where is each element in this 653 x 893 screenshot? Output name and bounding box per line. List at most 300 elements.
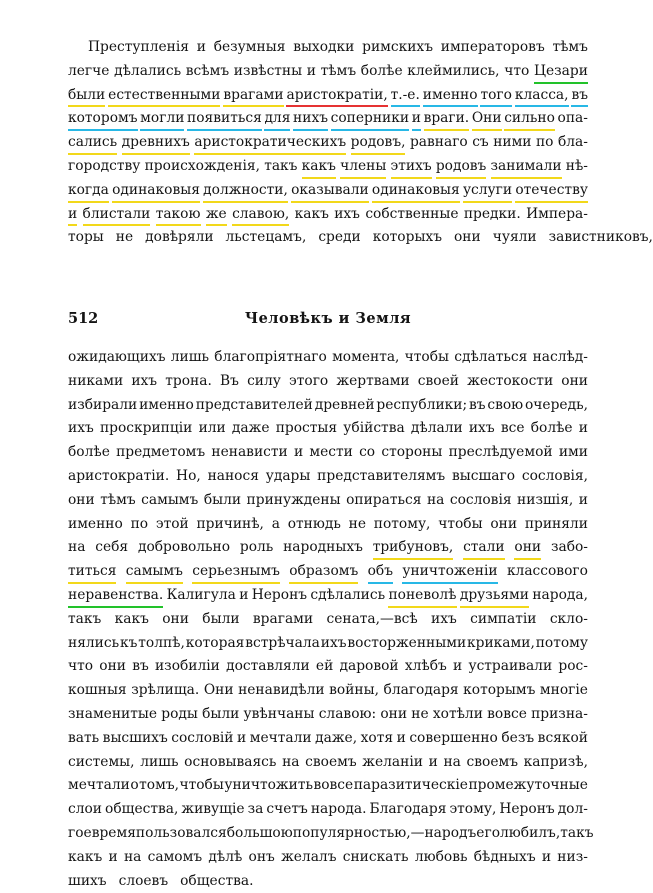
word: ненависти <box>211 444 288 461</box>
word: неравенства. <box>68 584 163 608</box>
word: такъ <box>264 157 298 174</box>
word: счетъ <box>266 801 308 818</box>
top-text-block <box>68 36 653 250</box>
word: изобиліи <box>154 658 220 675</box>
word: ихъ <box>320 634 347 651</box>
text-line <box>68 560 588 584</box>
word: этой <box>155 515 189 532</box>
word: своей <box>417 372 459 389</box>
word: высшихъ <box>102 729 168 746</box>
word: народа, <box>532 586 588 603</box>
word: ими <box>558 444 588 461</box>
word: поневолѣ <box>388 584 456 608</box>
word: восторженными <box>347 634 467 651</box>
word: славою, <box>232 203 289 227</box>
word: самымъ <box>126 560 183 584</box>
word: томъ, <box>139 777 179 794</box>
word: самомъ <box>147 848 203 865</box>
word: титься <box>68 560 116 584</box>
word: представителямъ <box>317 467 446 484</box>
word: даровой <box>339 658 399 675</box>
word: услуги <box>463 179 512 203</box>
word: чуяли <box>492 229 537 246</box>
word: приняли <box>524 515 588 532</box>
word: одинаковыя <box>112 179 200 203</box>
word: призна- <box>531 705 588 722</box>
word: сената,—всѣ <box>326 610 418 627</box>
word: бѣдныхъ <box>473 848 536 865</box>
word: вать <box>68 729 100 746</box>
word: они <box>162 610 189 627</box>
word: древнихъ <box>122 131 190 155</box>
word: которая <box>185 634 245 651</box>
word: нанося <box>207 467 259 484</box>
word: появиться <box>187 107 262 131</box>
word: Они <box>203 682 234 699</box>
word: высшаго <box>451 467 516 484</box>
word: римскихъ <box>362 39 433 55</box>
word: желаніи <box>362 753 423 770</box>
word: врагами <box>223 84 283 108</box>
page-number: 512 <box>68 310 99 327</box>
word: отечеству <box>515 179 588 203</box>
text-line <box>68 84 588 108</box>
word: ихъ <box>131 372 158 389</box>
word: уничтоженіи <box>402 560 497 584</box>
word: такъ <box>560 824 594 841</box>
word: потому <box>535 634 588 651</box>
word: какъ <box>294 205 329 222</box>
word: зрѣлища. <box>131 682 200 699</box>
word: никами <box>68 372 124 389</box>
word: многіе <box>539 682 588 699</box>
word: вовсе <box>487 705 527 722</box>
word: врагами <box>252 610 314 627</box>
word: древней <box>314 396 375 413</box>
word: болѣе <box>68 444 110 461</box>
word: слоевъ <box>118 872 169 889</box>
word: своемъ <box>305 753 357 770</box>
word: безъ <box>501 729 535 746</box>
word: скло- <box>549 610 588 627</box>
word: которымъ <box>463 682 536 699</box>
word: ненавидѣли <box>238 682 325 699</box>
running-head <box>68 306 588 332</box>
word: какъ <box>68 848 103 865</box>
word: общества. <box>180 872 254 889</box>
word: не <box>115 229 134 246</box>
word: ними <box>493 134 532 151</box>
word: любовь <box>414 848 468 865</box>
page-header-title: Человѣкъ и Земля <box>244 310 412 327</box>
word: очередь, <box>525 396 588 413</box>
word: были <box>202 610 240 627</box>
word: они <box>454 229 481 246</box>
word: должности, <box>203 179 288 203</box>
word: сословія <box>449 491 512 508</box>
word: ихъ <box>334 205 360 222</box>
word: Они <box>472 107 502 131</box>
word: образомъ <box>289 560 358 584</box>
word: наслѣд- <box>532 349 588 365</box>
word: же <box>206 203 227 227</box>
word: оказывали <box>291 179 369 203</box>
text-line <box>68 131 588 155</box>
word: промежуточные <box>468 777 588 794</box>
word: стали <box>463 536 505 560</box>
word: собственные <box>365 205 459 222</box>
word: друзьями <box>460 584 529 608</box>
word: свою <box>487 396 524 413</box>
word: дол- <box>557 801 588 818</box>
word: Цезари <box>534 60 588 84</box>
word: снискать <box>342 848 409 865</box>
word: серьезнымъ <box>192 560 280 584</box>
word: и <box>196 39 206 55</box>
word: войны, <box>329 682 379 699</box>
word: желалъ <box>281 848 337 865</box>
word: на <box>282 753 300 770</box>
word: что <box>68 658 94 675</box>
word: аристократическихъ <box>194 131 346 155</box>
word: жертвами <box>336 372 410 389</box>
word: и <box>578 491 588 508</box>
word: городству <box>68 157 141 174</box>
word: популярностью,—народъ <box>292 824 477 841</box>
word: Неронъ <box>251 586 308 603</box>
text-line <box>68 370 588 394</box>
word: и <box>428 753 438 770</box>
word: ихъ <box>68 420 94 437</box>
word: благодаря <box>383 682 459 699</box>
word: ихъ <box>431 610 457 627</box>
word: сдѣлаться <box>454 349 528 365</box>
word: могли <box>140 107 184 131</box>
word: удары <box>265 467 311 484</box>
word: льстецамъ, <box>225 229 307 246</box>
word: и <box>237 729 247 746</box>
word: принуждены <box>246 491 341 508</box>
word: хотѣли <box>432 705 483 722</box>
word: когда <box>68 179 109 203</box>
word: ожидающихъ <box>68 349 166 365</box>
text-line <box>68 36 588 60</box>
word: болѣе <box>360 62 403 79</box>
text-line <box>68 441 588 465</box>
word: были <box>203 491 242 508</box>
word: всякой <box>537 729 588 746</box>
word: о <box>130 777 139 794</box>
word: выходки <box>293 39 355 55</box>
word: даже, <box>315 729 358 746</box>
word: слои <box>68 801 102 818</box>
word: именно <box>68 515 123 532</box>
word: были <box>68 84 105 108</box>
word: классового <box>506 563 588 580</box>
word: Но, <box>176 467 201 484</box>
word: торы <box>68 229 104 246</box>
word: предметомъ <box>116 444 206 461</box>
word: славою: <box>318 705 377 722</box>
text-line <box>68 179 588 203</box>
word: дѣлались <box>114 62 182 79</box>
word: именно <box>423 84 478 108</box>
word: и <box>239 586 249 603</box>
text-line <box>68 226 653 250</box>
word: этому, <box>449 801 497 818</box>
text-line <box>68 60 588 84</box>
word: народныхъ <box>283 539 363 556</box>
word: живущіе <box>181 801 245 818</box>
word: нихъ <box>293 107 328 131</box>
word: сословія, <box>521 467 588 484</box>
word: вовсе <box>313 777 354 794</box>
word: онъ <box>248 848 275 865</box>
word: этого <box>289 372 329 389</box>
word: къ <box>119 634 138 651</box>
word: сдѣлались <box>310 586 386 603</box>
word: они <box>380 705 408 722</box>
word: и <box>68 203 77 227</box>
word: Неронъ <box>499 801 555 818</box>
text-line <box>68 584 588 608</box>
word: и <box>306 62 316 79</box>
word: народа. <box>310 801 367 818</box>
word: естественными <box>108 84 220 108</box>
word: лишь <box>170 349 210 365</box>
word: встрѣчала <box>245 634 320 651</box>
word: низшія, <box>517 491 574 508</box>
word: пользовался <box>135 824 227 841</box>
word: даже <box>231 420 270 437</box>
word: въ <box>571 84 588 108</box>
word: мечтали <box>68 777 130 794</box>
word: или <box>198 420 226 437</box>
word: рос- <box>558 658 588 675</box>
word: всѣмъ <box>185 62 230 79</box>
word: Благодаря <box>369 801 447 818</box>
word: время <box>91 824 136 841</box>
word: и <box>541 848 552 865</box>
word: ей <box>315 658 334 675</box>
word: этихъ <box>391 155 432 179</box>
word: одинаковыя <box>372 179 460 203</box>
word: для <box>264 107 290 131</box>
word: любилъ, <box>500 824 561 841</box>
word: сословій <box>171 729 234 746</box>
text-line <box>68 155 588 179</box>
word: именно <box>139 396 194 413</box>
word: были <box>202 705 240 722</box>
word: равнаго <box>409 134 468 151</box>
word: кошныя <box>68 682 127 699</box>
word: за <box>247 801 264 818</box>
word: дѣлали <box>410 420 463 437</box>
word: ихъ <box>468 420 495 437</box>
word: а <box>271 515 280 532</box>
word: шихъ <box>68 872 107 889</box>
word: тѣмъ <box>552 39 588 55</box>
word: избирали <box>68 396 138 413</box>
word: чтобы <box>404 349 450 365</box>
word: лишь <box>140 753 179 770</box>
word: и <box>412 107 421 131</box>
word: и <box>293 444 304 461</box>
word: они <box>490 515 518 532</box>
word: извѣстны <box>233 62 303 79</box>
word: криками, <box>467 634 535 651</box>
word: которыхъ <box>372 229 442 246</box>
word: опираться <box>346 491 422 508</box>
word: завистниковъ, <box>548 229 653 246</box>
word: соперники <box>331 107 409 131</box>
word: и <box>578 420 588 437</box>
word: своемъ <box>466 753 519 770</box>
text-line <box>68 394 588 418</box>
text-line <box>68 417 588 441</box>
word: Преступленія <box>88 39 189 55</box>
text-line <box>68 608 588 632</box>
word: мести <box>309 444 353 461</box>
word: и <box>108 848 118 865</box>
word: трона. <box>165 372 212 389</box>
word: убійства <box>343 420 405 437</box>
word: не <box>348 515 366 532</box>
word: не <box>411 705 429 722</box>
text-line <box>68 822 594 846</box>
word: какъ <box>302 155 336 179</box>
word: большою <box>226 824 293 841</box>
word: добровольно <box>137 539 231 556</box>
word: мечтали <box>249 729 312 746</box>
word: его <box>476 824 500 841</box>
word: на <box>68 539 86 556</box>
word: низ- <box>557 848 588 865</box>
word: момента, <box>332 349 400 365</box>
text-line <box>68 107 588 131</box>
word: себя <box>95 539 129 556</box>
word: тѣмъ <box>100 491 136 508</box>
word: объ <box>368 560 393 584</box>
bottom-text-block <box>68 346 594 893</box>
word: гое <box>68 824 92 841</box>
word: паразитическіе <box>353 777 468 794</box>
word: какъ <box>114 610 149 627</box>
word: на <box>443 753 461 770</box>
word: что <box>504 62 530 79</box>
word: толпѣ, <box>138 634 185 651</box>
word: т.-е. <box>391 84 420 108</box>
word: такою <box>156 203 201 227</box>
word: силу <box>247 372 281 389</box>
word: хлѣбъ <box>404 658 447 675</box>
word: опа- <box>557 110 588 127</box>
text-line <box>68 632 588 656</box>
word: стороны <box>381 444 443 461</box>
word: чтобы <box>438 515 483 532</box>
word: со <box>359 444 376 461</box>
word: трибуновъ, <box>373 536 454 560</box>
word: нялись <box>68 634 120 651</box>
word: все <box>500 420 525 437</box>
word: класса, <box>515 84 569 108</box>
text-line <box>68 727 588 751</box>
word: среди <box>318 229 361 246</box>
word: безумныя <box>213 39 286 55</box>
word: легче <box>68 62 110 79</box>
word: простыя <box>275 420 338 437</box>
word: того <box>480 84 511 108</box>
text-line <box>68 536 588 560</box>
word: роды <box>161 705 198 722</box>
word: хотя <box>360 729 394 746</box>
text-line <box>68 703 588 727</box>
word: проскрипціи <box>99 420 193 437</box>
word: устраивали <box>468 658 553 675</box>
word: тѣмъ <box>320 62 357 79</box>
text-line <box>68 870 588 893</box>
word: занимали <box>491 155 562 179</box>
word: благопріятнаго <box>214 349 327 365</box>
word: въ <box>468 396 486 413</box>
word: они <box>561 372 588 389</box>
word: по <box>130 515 149 532</box>
word: по <box>535 134 554 151</box>
word: увѣнчаны <box>243 705 315 722</box>
word: причинѣ, <box>196 515 264 532</box>
word: аристократіи, <box>286 84 387 108</box>
word: основываясь <box>184 753 277 770</box>
word: отнюдь <box>287 515 341 532</box>
text-line <box>68 513 588 537</box>
word: они <box>68 491 95 508</box>
word: члены <box>340 155 386 179</box>
word: съ <box>472 134 489 151</box>
word: общества, <box>105 801 179 818</box>
word: сались <box>68 131 117 155</box>
text-line <box>68 655 588 679</box>
word: республики; <box>376 396 468 413</box>
word: клеймились, <box>407 62 500 79</box>
word: такъ <box>68 610 102 627</box>
word: императоровъ <box>440 39 545 55</box>
word: дѣлѣ <box>208 848 243 865</box>
text-line <box>68 346 588 370</box>
word: представителей <box>195 396 313 413</box>
word: на <box>426 491 445 508</box>
word: предки. <box>463 205 521 222</box>
word: болѣе <box>530 420 573 437</box>
word: они <box>514 536 541 560</box>
word: и <box>453 658 463 675</box>
text-line <box>68 679 588 703</box>
word: бла- <box>557 134 588 151</box>
word: доставляли <box>226 658 310 675</box>
text-line <box>68 798 588 822</box>
word: чтобы <box>179 777 224 794</box>
text-line <box>68 465 588 489</box>
word: Въ <box>219 372 239 389</box>
word: жестокости <box>467 372 554 389</box>
word: совершенно <box>409 729 498 746</box>
word: Калигула <box>166 586 236 603</box>
word: Импера- <box>526 205 588 222</box>
text-line <box>68 774 588 798</box>
word: и <box>396 729 406 746</box>
word: нѣ- <box>565 157 588 174</box>
word: они <box>99 658 126 675</box>
word: роль <box>239 539 274 556</box>
